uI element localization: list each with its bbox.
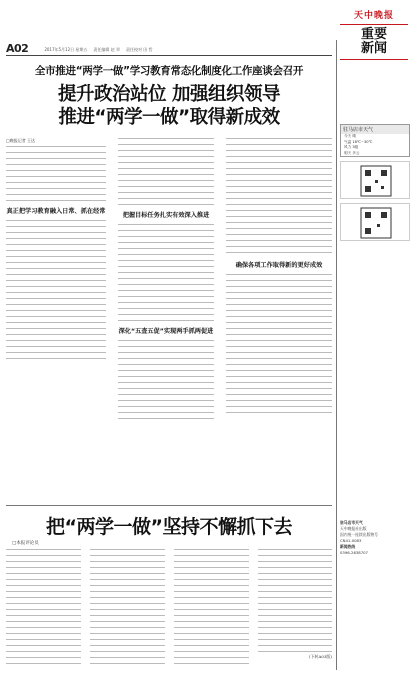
editorial-headline: 把“两学一做”坚持不懈抓下去 (46, 516, 292, 538)
body-text-block (174, 549, 249, 664)
column-2 (118, 138, 214, 420)
weather-row: 今天 晴 (344, 134, 356, 138)
editorial-column-3 (174, 549, 249, 669)
subhead-4: 确保各项工作取得新的更好成效 (235, 262, 323, 269)
body-text-block (226, 138, 332, 258)
brand-logo: 天中晚报 (353, 11, 394, 21)
headline-line-2: 推进“两学一做”取得新成效 (58, 107, 280, 128)
brand-divider-2 (340, 59, 408, 60)
sidebar-info (340, 520, 410, 556)
column-1 (6, 138, 106, 360)
main-story-body (6, 138, 332, 458)
page-header (6, 42, 332, 56)
subhead-3: 深化“五查五促”实现两手抓两促进 (118, 328, 214, 335)
body-text-block (118, 224, 214, 324)
body-text-block (118, 138, 214, 208)
body-text-block (90, 549, 165, 664)
weather-row: 气温 18℃~30℃ (344, 139, 373, 144)
info-row: 天中晚报社出版 (340, 526, 367, 531)
editorial-byline: □本报评论员 (12, 541, 39, 546)
subhead-2: 把握目标任务扎实有效深入推进 (122, 212, 210, 219)
editorial-column-4 (258, 549, 332, 669)
body-text-block (226, 274, 332, 414)
brand-divider (340, 24, 408, 25)
body-text-block (6, 549, 81, 664)
section-title-2: 新闻 (360, 41, 387, 56)
editorial-column-1 (6, 549, 81, 669)
info-title: 驻马店市天气 (340, 520, 363, 525)
info-row: 新闻热线 (340, 544, 356, 549)
section-rule (6, 505, 332, 506)
masthead (340, 8, 408, 63)
headline-line-1: 提升政治站位 加强组织领导 (58, 84, 280, 105)
body-text-block (118, 340, 214, 420)
info-row: CN41-0083 (340, 538, 362, 543)
editor-text: 责任编辑 赵 翠 (93, 47, 120, 52)
weather-title: 驻马店市天气 (341, 125, 409, 134)
info-row: 0396-2638707 (340, 550, 368, 555)
info-row: 国内统一连续出版物号 (340, 532, 378, 537)
body-text-block (258, 549, 332, 654)
section-title-1: 重要 (360, 27, 387, 42)
byline: □晚报记者 王达 (6, 138, 36, 143)
editorial-body (6, 549, 332, 669)
editorial-column-2 (90, 549, 165, 669)
page-number: A02 (6, 42, 29, 55)
subhead-1: 真正把学习教育融入日常、抓在经常 (6, 208, 106, 215)
column-3 (226, 138, 332, 414)
weather-row: 风力 3级 (344, 145, 359, 149)
body-text-block (6, 146, 106, 204)
qr-code-image-2 (340, 203, 410, 241)
continue-note: (下转A03版) (308, 654, 332, 659)
body-text-block (6, 220, 106, 360)
weather-box (340, 124, 410, 157)
weather-row: 明天 多云 (344, 150, 360, 155)
date-text: 2017年5月12日 星期五 (44, 47, 88, 52)
column-rule (336, 40, 337, 670)
qr-code-image (340, 161, 410, 199)
page-meta (44, 47, 152, 53)
kicker: 全市推进“两学一做”学习教育常态化制度化工作座谈会召开 (34, 65, 304, 77)
sidebar (340, 124, 410, 241)
proofreader-text: 责任校对 田 哲 (125, 47, 153, 52)
